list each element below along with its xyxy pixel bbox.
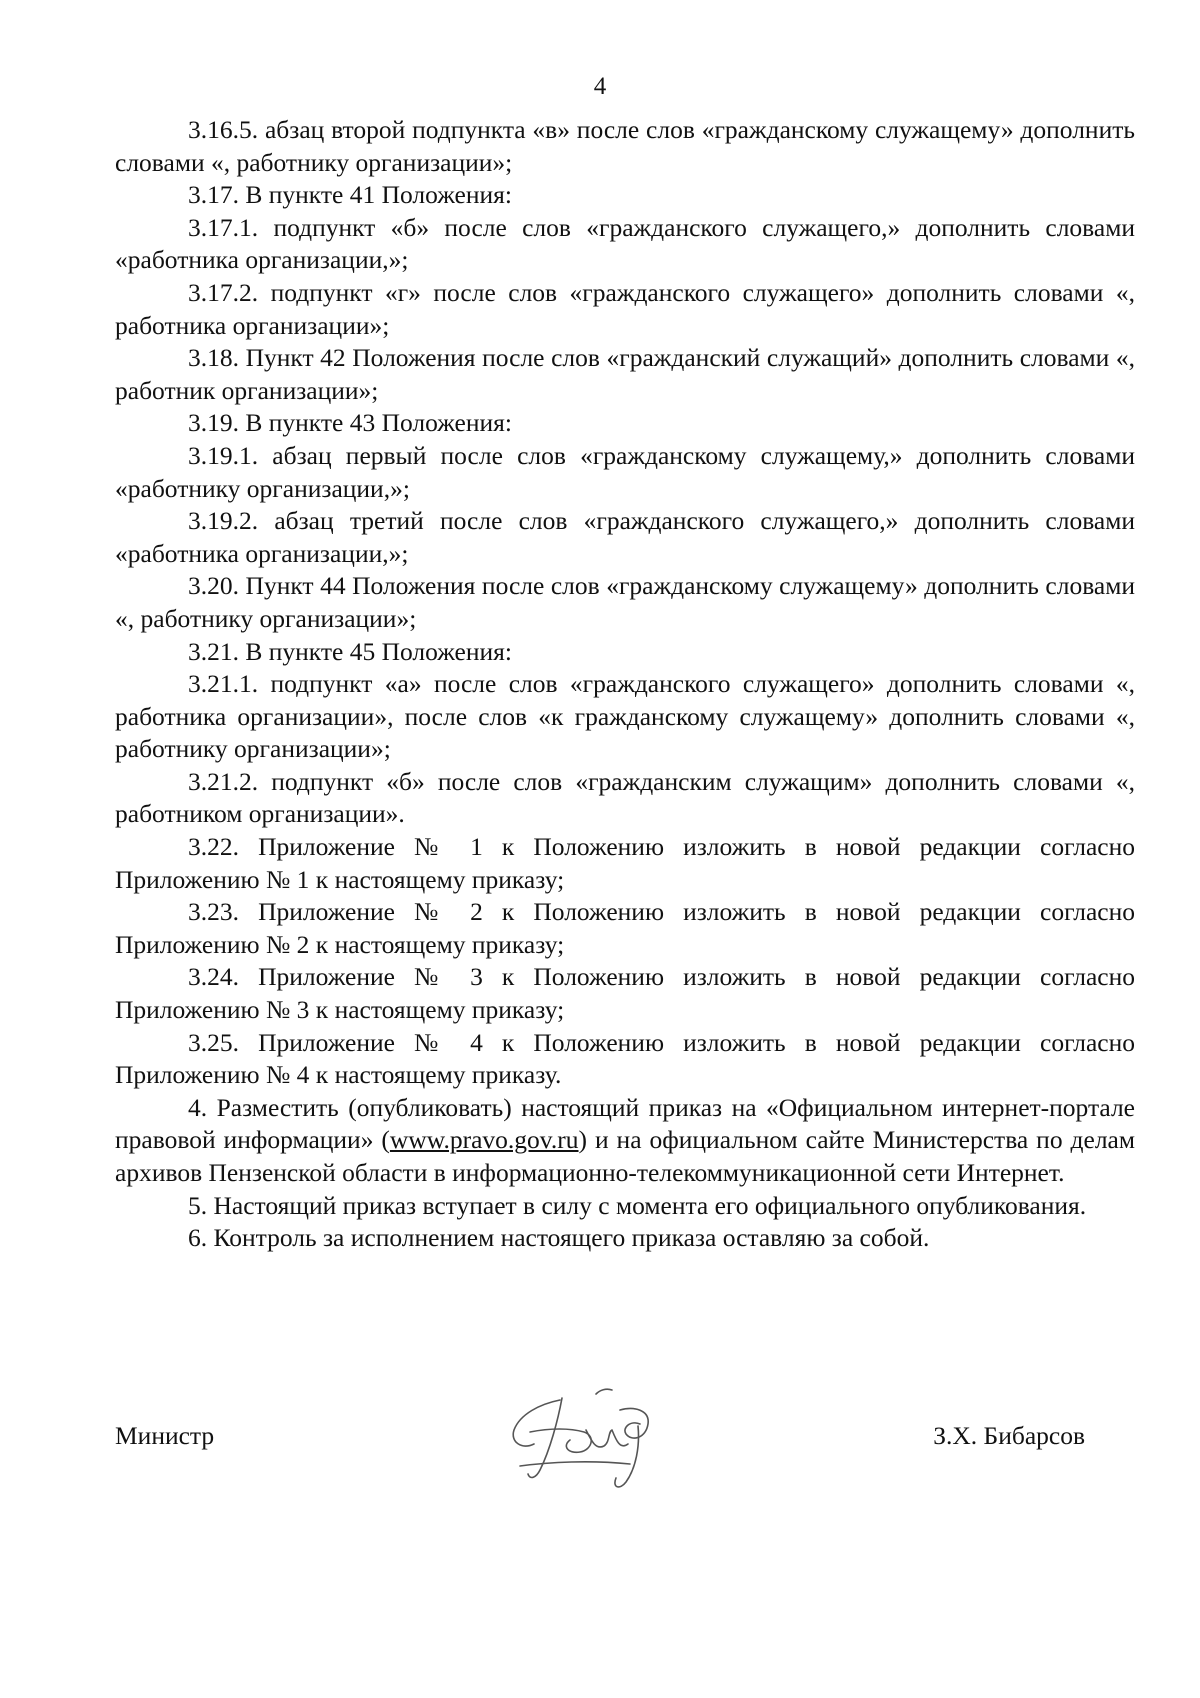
paragraph-3-17-2: 3.17.2. подпункт «г» после слов «гражданского служащего» дополнить словами «, работника организации»; xyxy=(115,277,1135,340)
paragraph-3-18: 3.18. Пункт 42 Положения после слов «гражданский служащий» дополнить словами «, работник организации»; xyxy=(115,343,1135,405)
paragraph-3-21-1: 3.21.1. подпункт «а» после слов «гражданского служащего» дополнить словами «, работника организации», после слов «к гражданскому служащему» дополнить словами «, работнику организации»; xyxy=(115,669,1135,764)
paragraph-3-17-1: 3.17.1. подпункт «б» после слов «гражданского служащего,» дополнить словами «работника организации,»; xyxy=(115,212,1135,275)
paragraph-3-25: 3.25. Приложение № 4 к Положению изложить в новой редакции согласно Приложению № 4 к настоящему приказу. xyxy=(115,1027,1135,1090)
pravo-gov-link[interactable]: www.pravo.gov.ru xyxy=(389,1125,579,1155)
paragraph-3-22: 3.22. Приложение № 1 к Положению изложить в новой редакции согласно Приложению № 1 к настоящему приказу; xyxy=(115,832,1135,894)
paragraph-3-19-1: 3.19.1. абзац первый после слов «гражданскому служащему,» дополнить словами «работнику организации,»; xyxy=(115,440,1135,503)
document-body xyxy=(115,114,1135,1255)
paragraph-3-23: 3.23. Приложение № 2 к Положению изложить в новой редакции согласно Приложению № 2 к настоящему приказу; xyxy=(115,897,1135,959)
page-number: 4 xyxy=(593,73,607,100)
paragraph-6: 6. Контроль за исполнением настоящего приказа оставляю за собой. xyxy=(188,1223,930,1253)
signatory-title: Министр xyxy=(115,1421,215,1450)
paragraph-3-19: 3.19. В пункте 43 Положения: xyxy=(188,408,512,438)
publication-text-before: 4. Разместить (опубликовать) настоящий приказ на «Официальном интернет-портале правовой информации» ( xyxy=(115,1092,1135,1155)
publication-text-after: ) и на официальном сайте Министерства по делам архивов Пензенской области в информационно-телекоммуникационной сети Интернет. xyxy=(115,1125,1135,1187)
paragraph-3-21: 3.21. В пункте 45 Положения: xyxy=(188,636,512,666)
paragraph-4-publication xyxy=(115,1092,1135,1190)
signature-block xyxy=(115,1400,1085,1520)
paragraph-3-24: 3.24. Приложение № 3 к Положению изложить в новой редакции согласно Приложению № 3 к настоящему приказу; xyxy=(115,962,1135,1025)
paragraph-3-16-5: 3.16.5. абзац второй подпункта «в» после слов «гражданскому служащему» дополнить словами «, работнику организации»; xyxy=(115,115,1135,177)
signatory-name: З.Х. Бибарсов xyxy=(933,1421,1085,1450)
paragraph-3-17: 3.17. В пункте 41 Положения: xyxy=(188,180,512,210)
paragraph-3-20: 3.20. Пункт 44 Положения после слов «гражданскому служащему» дополнить словами «, работнику организации»; xyxy=(115,571,1135,633)
paragraph-3-21-2: 3.21.2. подпункт «б» после слов «гражданским служащим» дополнить словами «, работником организации». xyxy=(115,766,1135,829)
paragraph-3-19-2: 3.19.2. абзац третий после слов «гражданского служащего,» дополнить словами «работника организации,»; xyxy=(115,506,1135,568)
paragraph-5: 5. Настоящий приказ вступает в силу с момента его официального опубликования. xyxy=(188,1190,1087,1220)
handwritten-signature xyxy=(500,1370,670,1500)
